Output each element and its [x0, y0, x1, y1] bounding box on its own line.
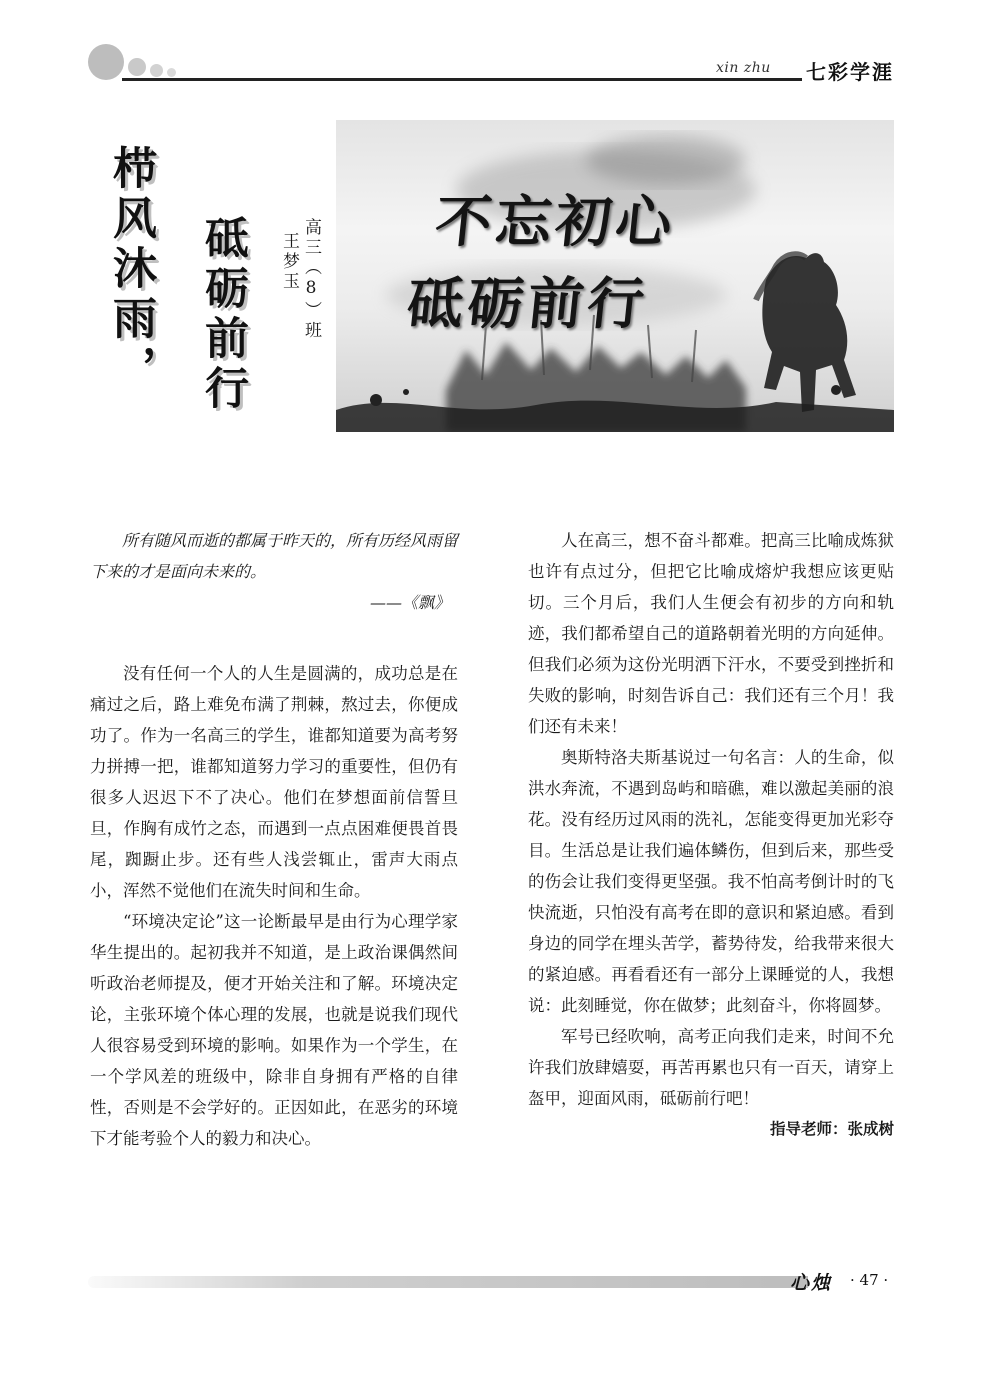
page-number: · 47 · [850, 1271, 889, 1289]
author-byline [278, 218, 322, 341]
author-class: 高三（8）班 [301, 218, 321, 341]
paragraph: “环境决定论”这一论断最早是由行为心理学家华生提出的。起初我并不知道，是上政治课偶然间听政治老师提及，便才开始关注和了解。环境决定论，主张环境个体心理的发展，也就是说我们现代人很容易受到环境的影响。如果作为一个学生，在一个学风差的班级中，除非自身拥有严格的自律性，否则是不会学好的。正因如此，在恶劣的环境下才能考验个人的毅力和决心。 [90, 912, 458, 1148]
banner-image [336, 120, 894, 432]
banner-slogan-line2: 砥砺前行 [404, 271, 652, 337]
paragraph: 人在高三，想不奋斗都难。把高三比喻成炼狱也许有点过分，但把它比喻成熔炉我想应该更贴切。三个月后，我们人生便会有初步的方向和轨迹，我们都希望自己的道路朝着光明的方向延伸。但我们必须为这份光明洒下汗水，不要受到挫折和失败的影响，时刻告诉自己：我们还有三个月！我们还有未来！ [528, 531, 894, 736]
right-column [528, 525, 894, 1145]
article-title-line1: 栉风沐雨， [105, 145, 156, 395]
header-rule [122, 78, 802, 81]
epigraph-text: 所有随风而逝的都属于昨天的，所有历经风雨留下来的才是面向未来的。 [90, 531, 459, 581]
advisor-credit: 指导老师：张成树 [769, 1120, 894, 1138]
footer-rule [88, 1276, 808, 1288]
epigraph-source: ——《飘》 [369, 593, 450, 612]
banner-slogan-line1: 不忘初心 [432, 189, 680, 255]
paragraph: 军号已经吹响，高考正向我们走来，时间不允许我们放肆嬉耍，再苦再累也只有一百天，请穿上盔甲，迎面风雨，砥砺前行吧！ [528, 1027, 894, 1108]
header-pinyin: xin zhu [716, 60, 771, 76]
paragraph: 没有任何一个人的人生是圆满的，成功总是在痛过之后，路上难免布满了荆棘，熬过去，你便成功了。作为一名高三的学生，谁都知道要为高考努力拼搏一把，谁都知道努力学习的重要性，但仍有很多人迟迟下不了决心。他们在梦想面前信誓旦旦，作胸有成竹之态，而遇到一点点困难便畏首畏尾，踟蹰止步。还有些人浅尝辄止，雷声大雨点小，浑然不觉他们在流失时间和生命。 [90, 664, 458, 900]
left-column [90, 525, 458, 1154]
footer-magazine-name: 心烛 [790, 1272, 833, 1294]
article-title-line2: 砥砺前行 [197, 215, 248, 415]
paragraph: 奥斯特洛夫斯基说过一句名言：人的生命，似洪水奔流，不遇到岛屿和暗礁，难以激起美丽的浪花。没有经历过风雨的洗礼，怎能变得更加光彩夺目。生活总是让我们遍体鳞伤，但到后来，那些受的伤会让我们变得更坚强。我不怕高考倒计时的飞快流逝，只怕没有高考在即的意识和紧迫感。看到身边的同学在埋头苦学，蓄势待发，给我带来很大的紧迫感。再看看还有一部分上课睡觉的人，我想说：此刻睡觉，你在做梦；此刻奋斗，你将圆梦。 [528, 748, 894, 1015]
author-name: 王梦玉 [279, 232, 299, 292]
header-column-name: 七彩学涯 [806, 60, 894, 84]
